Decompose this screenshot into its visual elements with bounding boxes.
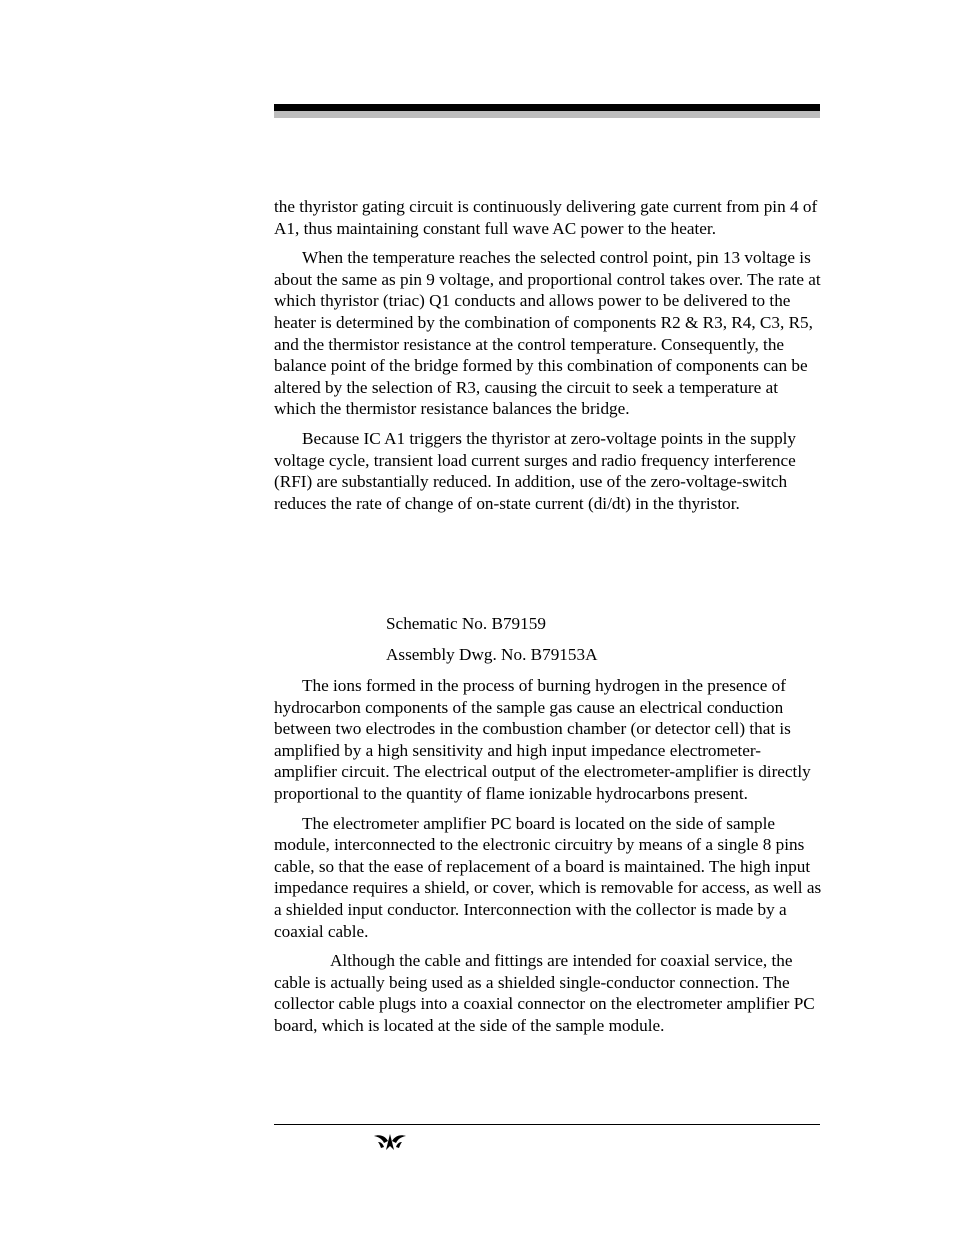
paragraph-coaxial: Although the cable and fittings are intended for coaxial service, the cable is actually being used as a shielded single-conductor connection. The collector cable plugs into a coaxial connector on the electrometer amplifier PC board, which is located at the side of the sample module.: [274, 951, 815, 1035]
schematic-reference: Schematic No. B79159: [386, 614, 546, 633]
paragraph-pc-board: The electrometer amplifier PC board is located on the side of sample module, interconnected to the electronic circuitry by means of a single 8 pins cable, so that the ease of replacement of a board is maintained. The high input impedance requires a shield, or cover, which is removable for access, as well as a shielded input conductor. Interconnection with the collector is made by a coaxial cable.: [274, 813, 822, 941]
header-rule-black: [274, 104, 820, 111]
paragraph-zero-voltage: Because IC A1 triggers the thyristor at zero-voltage points in the supply voltage cycle, transient load current surges and radio frequency interference (RFI) are substantially reduced. In addition, use of the zero-voltage-switch reduces the rate of change of on-state current (di/dt) in the thyristor.: [274, 428, 797, 513]
paragraph-continuation: the thyristor gating circuit is continuously delivering gate current from pin 4 of A1, thus maintaining constant full wave AC power to the heater.: [274, 197, 818, 238]
body-text-top: [274, 196, 822, 514]
paragraph-ions: The ions formed in the process of burning hydrogen in the presence of hydrocarbon components of the sample gas cause an electrical conduction between two electrodes in the combustion chamber (or detector cell) that is amplified by a high sensitivity and high input impedance electrometer-amplifier circuit. The electrical output of the electrometer-amplifier is directly proportional to the quantity of flame ionizable hydrocarbons present.: [274, 676, 811, 803]
assembly-reference: Assembly Dwg. No. B79153A: [386, 645, 598, 664]
header-rule-gray: [274, 111, 820, 118]
teledyne-logo-icon: [372, 1130, 408, 1154]
body-text-bottom: [274, 675, 822, 1037]
footer-rule: [274, 1124, 820, 1125]
paragraph-control-point: When the temperature reaches the selected control point, pin 13 voltage is about the same as pin 9 voltage, and proportional control takes over. The rate at which thyristor (triac) Q1 conducts and allows power to be delivered to the heater is determined by the combination of components R2 & R3, R4, C3, R5, and the thermistor resistance at the control temperature. Consequently, the balance point of the bridge formed by this combination of components can be altered by the selection of R3, causing the circuit to seek a temperature at which the thermistor resistance balances the bridge.: [274, 248, 821, 419]
